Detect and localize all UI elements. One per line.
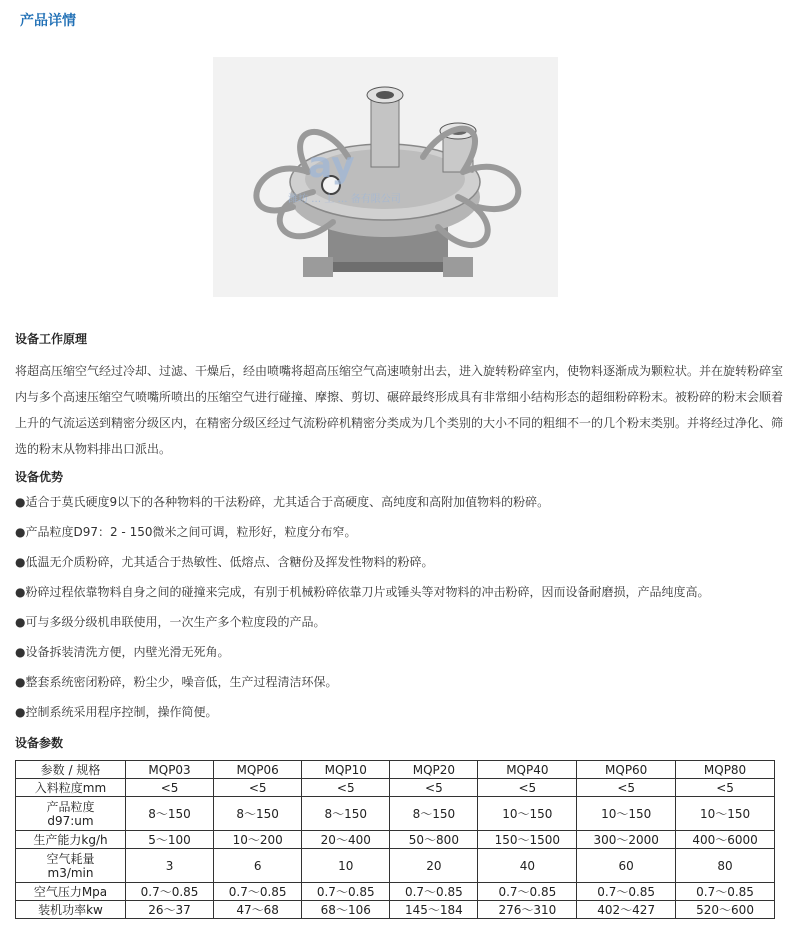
table-cell: <5 xyxy=(478,779,577,797)
table-cell: 6 xyxy=(214,849,302,883)
table-cell: 0.7～0.85 xyxy=(126,883,214,901)
list-item: ●设备拆装清洗方便，内壁光滑无死角。 xyxy=(15,645,230,659)
table-cell: 276～310 xyxy=(478,901,577,919)
product-image xyxy=(213,57,558,297)
table-row xyxy=(16,831,775,849)
table-cell: 10～150 xyxy=(676,797,775,831)
list-item: ●适合于莫氏硬度9以下的各种物料的干法粉碎，尤其适合于高硬度、高纯度和高附加值物料的粉碎。 xyxy=(15,495,550,509)
table-cell: 8～150 xyxy=(302,797,390,831)
list-item: ●低温无介质粉碎，尤其适合于热敏性、低熔点、含糖份及挥发性物料的粉碎。 xyxy=(15,555,434,569)
table-cell: 8～150 xyxy=(126,797,214,831)
table-cell: 8～150 xyxy=(214,797,302,831)
advantages-heading: 设备优势 xyxy=(15,470,64,484)
table-cell: <5 xyxy=(577,779,676,797)
table-cell: <5 xyxy=(302,779,390,797)
table-cell: 10～150 xyxy=(478,797,577,831)
table-cell: 68～106 xyxy=(302,901,390,919)
table-cell: 150～1500 xyxy=(478,831,577,849)
table-row xyxy=(16,779,775,797)
table-cell: 50～800 xyxy=(390,831,478,849)
table-cell: 0.7～0.85 xyxy=(214,883,302,901)
table-cell: 0.7～0.85 xyxy=(577,883,676,901)
table-header-cell: MQP80 xyxy=(676,761,775,779)
list-item: ●粉碎过程依靠物料自身之间的碰撞来完成，有别于机械粉碎依靠刀片或锤头等对物料的冲击粉碎，因而设备耐磨损，产品纯度高。 xyxy=(15,585,710,599)
table-cell: 5～100 xyxy=(126,831,214,849)
params-table xyxy=(15,760,775,919)
table-cell: <5 xyxy=(126,779,214,797)
row-label: 装机功率kw xyxy=(16,901,126,919)
table-cell: <5 xyxy=(390,779,478,797)
table-cell: 0.7～0.85 xyxy=(676,883,775,901)
watermark-cn: 潍坊 … 上 … 备有限公司 xyxy=(288,194,401,205)
row-label-line1: 产品粒度 xyxy=(46,799,95,814)
list-item: ●产品粒度D97：2 - 150微米之间可调，粒形好，粒度分布窄。 xyxy=(15,525,357,539)
table-row xyxy=(16,901,775,919)
table-cell: 0.7～0.85 xyxy=(478,883,577,901)
page-title: 产品详情 xyxy=(20,13,76,29)
table-cell: 10～150 xyxy=(577,797,676,831)
table-cell: 47～68 xyxy=(214,901,302,919)
table-header-cell: MQP40 xyxy=(478,761,577,779)
row-label-line1: 空气耗量 xyxy=(46,851,95,866)
table-cell: 20～400 xyxy=(302,831,390,849)
list-item: ●可与多级分级机串联使用，一次生产多个粒度段的产品。 xyxy=(15,615,326,629)
table-cell: 26～37 xyxy=(126,901,214,919)
params-heading: 设备参数 xyxy=(15,736,64,750)
principle-text: 将超高压缩空气经过冷却、过滤、干燥后，经由喷嘴将超高压缩空气高速喷射出去，进入旋转粉碎室内，使物料逐渐成为颗粒状。并在旋转粉碎室内与多个高速压缩空气喷嘴所喷出的压缩空气进行碰撞、摩擦、剪切、碾碎最终形成具有非常细小结构形态的超细粉碎粉末。被粉碎的粉末会顺着上升的气流运送到精密分级区内，在精密分级区经过气流粉碎机精密分类成为几个类别的大小不同的粗细不一的几个粉末类别。并将经过净化、筛选的粉末从物料排出口派出。 xyxy=(15,364,784,456)
watermark-en: ay xyxy=(308,145,355,186)
table-row xyxy=(16,797,775,831)
table-header-cell: 参数 / 规格 xyxy=(16,761,126,779)
table-header-cell: MQP06 xyxy=(214,761,302,779)
table-cell: 10 xyxy=(302,849,390,883)
advantages-list xyxy=(15,494,785,720)
table-cell: 60 xyxy=(577,849,676,883)
row-label xyxy=(16,797,126,831)
row-label: 生产能力kg/h xyxy=(16,831,126,849)
table-row xyxy=(16,883,775,901)
principle-heading: 设备工作原理 xyxy=(15,332,88,346)
table-header-cell: MQP20 xyxy=(390,761,478,779)
table-header-cell: MQP10 xyxy=(302,761,390,779)
list-item: ●控制系统采用程序控制，操作简便。 xyxy=(15,705,218,719)
table-header-row xyxy=(16,761,775,779)
table-cell: 8～150 xyxy=(390,797,478,831)
table-cell: 402～427 xyxy=(577,901,676,919)
table-cell: 40 xyxy=(478,849,577,883)
row-label: 入料粒度mm xyxy=(16,779,126,797)
list-item: ●整套系统密闭粉碎，粉尘少，噪音低，生产过程清洁环保。 xyxy=(15,675,338,689)
table-cell: <5 xyxy=(676,779,775,797)
row-label-line2: d97:um xyxy=(47,813,94,828)
table-cell: 0.7～0.85 xyxy=(302,883,390,901)
table-cell: 80 xyxy=(676,849,775,883)
row-label: 空气压力Mpa xyxy=(16,883,126,901)
table-cell: 300～2000 xyxy=(577,831,676,849)
table-cell: 145～184 xyxy=(390,901,478,919)
row-label xyxy=(16,849,126,883)
table-header-cell: MQP03 xyxy=(126,761,214,779)
table-cell: 3 xyxy=(126,849,214,883)
table-cell: <5 xyxy=(214,779,302,797)
table-row xyxy=(16,849,775,883)
product-detail-content xyxy=(15,330,785,919)
table-cell: 10～200 xyxy=(214,831,302,849)
table-header-cell: MQP60 xyxy=(577,761,676,779)
row-label-line2: m3/min xyxy=(47,865,94,880)
table-cell: 20 xyxy=(390,849,478,883)
table-cell: 400～6000 xyxy=(676,831,775,849)
table-cell: 520～600 xyxy=(676,901,775,919)
table-cell: 0.7～0.85 xyxy=(390,883,478,901)
